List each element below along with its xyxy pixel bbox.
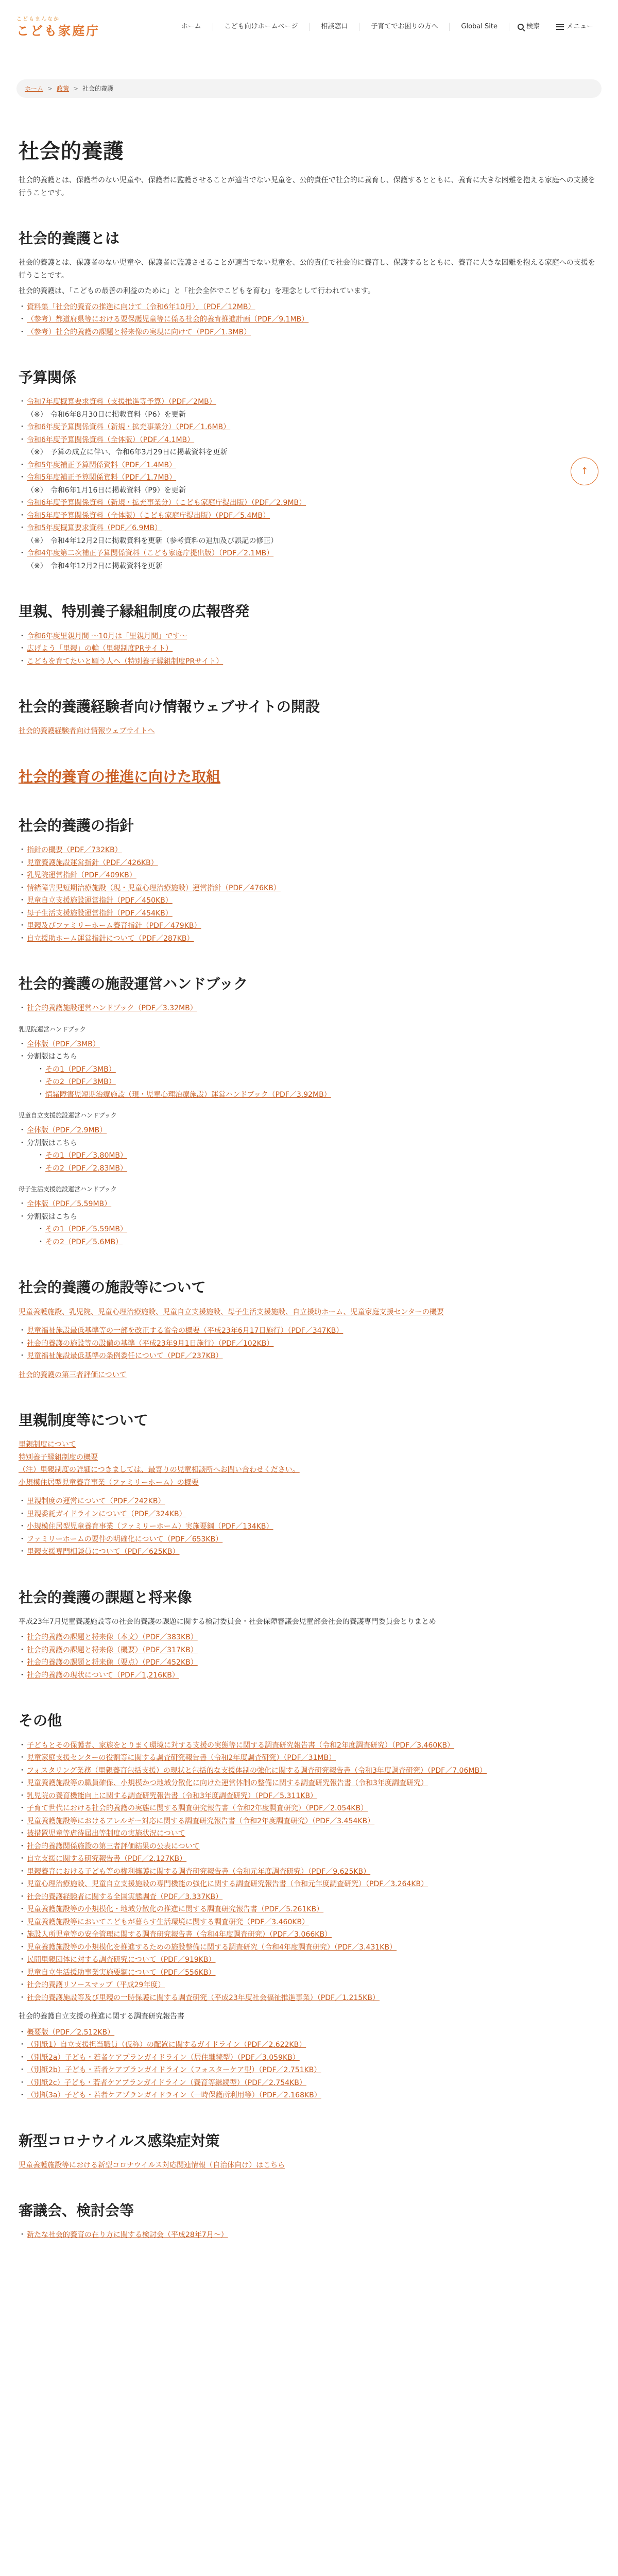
other-link[interactable]: 里親養育における子ども等の権利擁護に関する調査研究報告書（令和元年度調査研究）（PDF／9.625KB） [27,1867,371,1876]
logo-title: こども家庭庁 [16,24,100,39]
section-heading-about: 社会的養護とは [19,230,120,247]
other-link[interactable]: 児童養護施設等の職員確保、小規模かつ地域分散化に向けた運営体制の整備に関する調査研究報告書（令和3年度調査研究） [27,1779,428,1788]
list-item [19,1137,599,1175]
handbook-part-link[interactable]: その1（PDF／3MB） [45,1065,116,1074]
budget-note [19,409,599,421]
other-link[interactable]: 子どもとその保護者、家族をとりまく環境に対する支援の実態等に関する調査研究報告書（令和2年度調査研究）（PDF／3.460KB） [27,1741,455,1750]
other-link[interactable]: 児童養護施設等においてこどもが暮らす生活環境に関する調査研究（PDF／3.460KB） [27,1918,310,1926]
budget-note-text: 予算の成立に伴い、令和6年3月29日に掲載資料を更新 [50,448,228,457]
survey-list [19,2026,599,2102]
nav-kids[interactable]: こども向けホームページ [213,23,310,31]
budget-note-text: 令和6年8月30日に掲載資料（P6）を更新 [50,410,186,419]
other-link[interactable]: 社会的養護施設等及び里親の一時保護に関する調査研究（平成23年度社会福祉推進事業）（PDF／1.215KB） [27,1993,380,2002]
breadcrumb-current: 社会的養護 [82,84,114,92]
list-item [19,907,599,920]
nav-home[interactable]: ホーム [170,23,213,31]
handbook-split-label: 分割版はこちら [27,1212,77,1221]
list-item [19,434,599,447]
survey-intro: 社会的養護自立支援の推進に関する調査研究報告書 [19,2012,184,2021]
list-item [19,396,599,409]
future-link[interactable]: 社会的養護の現状について（PDF／1,216KB） [27,1671,179,1680]
list-item [19,933,599,945]
list-item [19,2026,599,2039]
foster-system-link[interactable]: 小規模住居型児童養育事業（ファミリーホーム）実施要綱（PDF／134KB） [27,1522,273,1531]
search-button[interactable] [509,21,548,33]
back-to-top-button[interactable]: ↑ [571,457,598,485]
list-item [19,1840,599,1853]
list-item [19,313,599,326]
list-item [37,1162,599,1175]
section-heading-budget: 予算関係 [19,369,77,386]
guideline-link[interactable]: 児童養護施設運営指針（PDF／426KB） [27,858,158,867]
note-mark: （※） [27,410,47,419]
section-heading-website: 社会的養護経験者向け情報ウェブサイトの開設 [19,698,320,716]
budget-link[interactable]: 令和5年度補正予算関係資料（PDF／1.4MB） [27,461,177,469]
list-item [19,1546,599,1558]
foster-system-link[interactable]: ファミリーホームの要件の明確化について（PDF／653KB） [27,1535,223,1544]
breadcrumb-home[interactable]: ホーム [25,84,44,92]
list-item [19,497,599,510]
list-item [37,1089,599,1101]
list-item [19,1669,599,1682]
list-item [19,1928,599,1941]
section-heading-guidelines: 社会的養護の指針 [19,817,134,834]
foster-system-list [19,1495,599,1558]
other-link[interactable]: 児童養護施設等の小規模化・地域分散化の推進に関する調査研究報告書（PDF／5.261KB） [27,1905,324,1914]
foster-pr-links [19,630,599,668]
budget-note-text: 令和6年1月16日に掲載資料（P9）を更新 [50,486,186,495]
council-list [19,2229,599,2242]
survey-link[interactable]: （別紙1）自立支援担当職員（仮称）の配置に関するガイドライン（PDF／2.622KB） [27,2041,306,2049]
list-item [19,471,599,484]
about-links [19,301,599,339]
section-heading-handbook: 社会的養護の施設運営ハンドブック [19,975,248,993]
handbook-all-link[interactable]: 全体版（PDF／3MB） [27,1040,100,1048]
budget-link[interactable]: 令和5年度補正予算関係資料（PDF／1.7MB） [27,473,177,482]
list-item [19,1967,599,1979]
other-link[interactable]: 社会的養護関係施設の第三者評価結果の公表について [27,1842,200,1851]
list-item [19,1656,599,1669]
handbook-parts [27,1063,599,1101]
other-link[interactable]: 児童養護施設等の小規模化を推進するための施設整備に関する調査研究（令和4年度調査研究）（PDF／3.431KB） [27,1943,397,1952]
list-item [19,2229,599,2242]
section-heading-council: 審議会、検討会等 [19,2202,134,2219]
note-mark: （※） [27,562,47,570]
list-item [19,1752,599,1765]
budget-note-text: 令和4年12月2日に掲載資料を更新（参考資料の追加及び誤記の修正） [50,536,278,545]
other-link[interactable]: フォスタリング業務（里親養育包括支援）の現状と包括的な支援体制の強化に関する調査研究報告書（令和3年度調査研究）（PDF／7.06MB） [27,1766,487,1775]
nav-global[interactable]: Global Site [450,23,509,31]
list-item [19,1979,599,1992]
handbook-parts [27,1223,599,1248]
budget-note [19,535,599,548]
list-item [19,869,599,882]
future-list [19,1631,599,1682]
future-link[interactable]: 社会的養護の課題と将来像（要点）（PDF／452KB） [27,1658,198,1667]
handbook-part-link[interactable]: その2（PDF／3MB） [45,1078,116,1087]
about-paragraph: 社会的養護とは、保護者のない児童や、保護者に監護させることが適当でない児童を、公的責任で社会的に養育し、保護するとともに、養育に大きな困難を抱える家庭への支援を行うことです。 [19,259,595,280]
section-heading-covid: 新型コロナウイルス感染症対策 [19,2132,220,2149]
handbook-part-link[interactable]: 情緒障害児短期治療施設（現・児童心理治療施設）運営ハンドブック（PDF／3.92MB） [45,1090,331,1099]
foster-system-link[interactable]: 里親支援専門相談員について（PDF／625KB） [27,1548,180,1556]
foster-system-link[interactable]: 里親制度の運営について（PDF／242KB） [27,1497,165,1506]
list-item [19,2052,599,2064]
foster-pr-link[interactable]: 広げよう「里親」の輪（里親制度PRサイト） [27,645,173,653]
list-item [19,1002,599,1015]
list-item [19,1802,599,1815]
survey-link[interactable]: （別紙2a）子ども・若者ケアプランガイドライン（居住継続型）（PDF／3.059KB） [27,2053,300,2062]
list-item [19,1038,599,1051]
about-link[interactable]: （参考）社会的養護の課題と将来像の実現に向けて（PDF／1.3MB） [27,328,251,336]
breadcrumb-policy[interactable]: 政策 [57,84,70,92]
council-link[interactable]: 新たな社会的養育の在り方に関する検討会（平成28年7月～） [27,2231,228,2240]
search-icon [518,24,524,30]
budget-link[interactable]: 令和5年度概算要求資料（PDF／6.9MB） [27,524,162,533]
list-item [37,1063,599,1076]
other-link[interactable]: 児童自立生活援助事業実施要綱について（PDF／556KB） [27,1968,216,1977]
survey-link[interactable]: （別紙2c）子ども・若者ケアプランガイドライン（養育等継続型）（PDF／2.754KB） [27,2078,306,2087]
handbook-group-list [19,1124,599,1175]
list-item [19,547,599,560]
page-title: 社会的養護 [19,140,124,163]
guideline-link[interactable]: 児童自立支援施設運営指針（PDF／450KB） [27,896,173,905]
foster-system-top-link[interactable]: （注）里親制度の詳細につきましては、最寄りの児童相談所へお問い合わせください。 [19,1466,300,1475]
guideline-link[interactable]: 乳児院運営指針（PDF／409KB） [27,871,136,880]
list-item [19,1777,599,1790]
foster-system-top-link[interactable]: 特別養子縁組制度の概要 [19,1453,98,1462]
menu-icon [556,24,564,30]
about-link[interactable]: 資料集「社会的養育の推進に向けて（令和6年10月）」（PDF／12MB） [27,302,255,311]
list-item [19,1508,599,1521]
future-link[interactable]: 社会的養護の課題と将来像（概要）（PDF／317KB） [27,1646,198,1654]
guideline-link[interactable]: 母子生活支援施設運営指針（PDF／454KB） [27,909,173,918]
section-heading-facilities: 社会的養護の施設等について [19,1279,206,1296]
guideline-link[interactable]: 自立援助ホーム運営指針について（PDF／287KB） [27,934,194,943]
handbook-group-label: 乳児院運営ハンドブック [19,1025,86,1033]
list-item [19,1050,599,1101]
other-link[interactable]: 自立支援に関する研究報告書（PDF／2.127KB） [27,1855,187,1863]
handbook-split-label: 分割版はこちら [27,1053,77,1061]
future-link[interactable]: 社会的養護の課題と将来像（本文）（PDF／383KB） [27,1633,198,1642]
search-label: 検索 [526,22,540,30]
list-item [19,1533,599,1546]
budget-note [19,484,599,497]
nav-parenting[interactable]: 子育てでお困りの方へ [359,23,450,31]
list-item [19,1124,599,1137]
foster-pr-link[interactable]: 令和6年度里親月間 ～10月は「里親月間」です～ [27,632,187,640]
section-heading-promotion[interactable]: 社会的養育の推進に向けた取組 [19,768,221,785]
handbook-split-label: 分割版はこちら [27,1139,77,1147]
section-heading-other: その他 [19,1712,62,1730]
handbook-all-link[interactable]: 全体版（PDF／2.9MB） [27,1126,107,1135]
other-link[interactable]: 施設入所児童等の安全管理に関する調査研究報告書（令和4年度調査研究）（PDF／3.066KB） [27,1930,332,1939]
about-paragraph: 社会的養護は、「こどもの最善の利益のために」と「社会全体でこどもを育む」を理念として行われています。 [19,287,375,296]
other-link[interactable]: 乳児院の養育機能向上に関する調査研究報告書（令和3年度調査研究）（PDF／5.311KB） [27,1791,318,1800]
list-item [19,1941,599,1954]
other-link[interactable]: 社会的養護経験者に関する全国実態調査（PDF／3.337KB） [27,1892,223,1901]
list-item [19,894,599,907]
handbook-main [19,1002,599,1015]
budget-link[interactable]: 令和5年度予算関係資料（全体版）（こども家庭庁提出版）（PDF／5.4MB） [27,511,270,520]
list-item [19,1827,599,1840]
list-item [19,1878,599,1891]
list-item [19,2089,599,2102]
section-heading-future: 社会的養護の課題と将来像 [19,1588,192,1606]
list-item [19,1790,599,1803]
list-item [19,1815,599,1828]
list-item [37,1076,599,1089]
list-item [37,1236,599,1249]
budget-note-text: 令和4年12月2日に掲載資料を更新 [50,562,163,570]
list-item [19,1891,599,1904]
list-item [19,1495,599,1508]
future-intro: 平成23年7月児童養護施設等の社会的養護の課題に関する検討委員会・社会保障審議会児童部会社会的養護専門委員会とりまとめ [19,1617,436,1626]
list-item [19,1644,599,1657]
list-item [19,1903,599,1916]
handbook-part-link[interactable]: その2（PDF／2.83MB） [45,1164,128,1173]
list-item [19,920,599,933]
handbook-parts [27,1149,599,1175]
other-link[interactable]: 児童心理治療施設、児童自立支援施設の専門機能の強化に関する調査研究報告書（令和元年度調査研究）（PDF／3.264KB） [27,1880,428,1889]
guideline-link[interactable]: 情緒障害児短期治療施設（現・児童心理治療施設）運営指針（PDF／476KB） [27,884,281,892]
handbook-group-label: 児童自立支援施設運営ハンドブック [19,1112,117,1120]
global-nav [170,21,602,33]
budget-link[interactable]: 令和7年度概算要求資料（支援推進等予算）（PDF／2MB） [27,398,216,406]
list-item [19,522,599,535]
list-item [19,857,599,870]
survey-link[interactable]: （別紙2b）子ども・若者ケアプランガイドライン（フォスターケア型）（PDF／2.751KB） [27,2066,321,2075]
survey-link[interactable]: （別紙3a）子ども・若者ケアプランガイドライン（一時保護所利用等）（PDF／2.168KB） [27,2091,321,2100]
list-item [19,301,599,314]
handbook-group-label: 母子生活支援施設運営ハンドブック [19,1185,117,1193]
foster-system-link[interactable]: 里親委託ガイドラインについて（PDF／324KB） [27,1510,186,1518]
budget-link[interactable]: 令和6年度予算関係資料（新規・拡充事業分）（こども家庭庁提出版）（PDF／2.9MB） [27,499,306,507]
site-logo[interactable] [16,15,100,39]
list-item [19,1337,599,1350]
list-item [19,1631,599,1644]
note-mark: （※） [27,448,47,457]
note-mark: （※） [27,486,47,495]
list-item [19,630,599,643]
facilities-intro-link[interactable]: 児童養護施設、乳児院、児童心理治療施設、児童自立支援施設、母子生活支援施設、自立援助ホーム、児童家庭支援センターの概要 [19,1308,444,1316]
covid-link[interactable]: 児童養護施設等における新型コロナウイルス対応関連情報（自治体向け）はこちら [19,2161,285,2170]
handbook-part-link[interactable]: その2（PDF／5.6MB） [45,1238,123,1246]
website-link[interactable]: 社会的養護経験者向け情報ウェブサイトへ [19,727,155,736]
breadcrumb [16,79,602,98]
handbook-groups [19,1024,599,1249]
list-item [19,1916,599,1929]
handbook-group-list [19,1198,599,1248]
menu-label: メニュー [566,22,593,30]
other-link[interactable]: 民間里親団体に対する調査研究について（PDF／919KB） [27,1956,216,1964]
budget-link[interactable]: 令和6年度予算関係資料（新規・拡充事業分）（PDF／1.6MB） [27,423,231,432]
list-item [19,1211,599,1249]
budget-note [19,560,599,573]
list-item [37,1149,599,1162]
foster-pr-link[interactable]: こどもを育てたいと願う人へ（特別養子縁組制度PRサイト） [27,657,224,666]
note-mark: （※） [27,536,47,545]
handbook-part-link[interactable]: その1（PDF／5.59MB） [45,1225,128,1234]
site-header [0,0,618,54]
lead-text: 社会的養護とは、保護者のない児童や、保護者に監護させることが適当でない児童を、公的責任で社会的に養育し、保護するとともに、養育に大きな困難を抱える家庭への支援を行うことです。 [19,176,595,197]
other-link[interactable]: 被措置児童等虐待届出等制度の実施状況について [27,1829,185,1838]
guideline-link[interactable]: 里親及びファミリーホーム養育指針（PDF／479KB） [27,922,201,930]
list-item [19,642,599,655]
list-item [19,326,599,339]
list-item [19,1853,599,1866]
list-item [19,1992,599,2005]
handbook-link[interactable]: 社会的養護施設運営ハンドブック（PDF／3.32MB） [27,1004,197,1013]
list-item [19,1739,599,1752]
list-item [19,459,599,472]
list-item [19,1198,599,1211]
survey-link[interactable]: 概要版（PDF／2.512KB） [27,2028,115,2037]
other-list [19,1739,599,2005]
list-item [19,2064,599,2077]
facility-link[interactable]: 社会的養護の施設等の設備の基準（平成23年9月1日施行）（PDF／102KB） [27,1339,274,1348]
other-link[interactable]: 児童養護施設等におけるアレルギー対応に関する調査研究報告書（令和2年度調査研究）（PDF／3.454KB） [27,1817,375,1825]
breadcrumb-separator: > [47,84,53,92]
list-item [19,655,599,668]
guideline-link[interactable]: 指針の概要（PDF／732KB） [27,846,122,855]
about-link[interactable]: （参考）都道府県等における要保護児童等に係る社会的養育推進計画（PDF／9.1MB） [27,315,309,324]
nav-consultation[interactable]: 相談窓口 [310,23,359,31]
facilities-list [19,1325,599,1363]
budget-list [19,396,599,572]
handbook-all-link[interactable]: 全体版（PDF／5.59MB） [27,1200,112,1209]
list-item [37,1223,599,1236]
handbook-group-list [19,1038,599,1101]
other-link[interactable]: 児童家庭支援センターの役割等に関する調査研究報告書（令和2年度調査研究）（PDF／31MB） [27,1754,336,1762]
list-item [19,2039,599,2052]
handbook-part-link[interactable]: その1（PDF／3.80MB） [45,1151,128,1160]
budget-link[interactable]: 令和6年度予算関係資料（全体版）（PDF／4.1MB） [27,435,195,444]
list-item [19,1350,599,1363]
main-content [0,138,618,2242]
menu-button[interactable] [548,21,602,33]
foster-system-top-link[interactable]: 里親制度について [19,1440,76,1449]
section-heading-foster-system: 里親制度等について [19,1412,148,1429]
list-item [19,1520,599,1533]
list-item [19,510,599,522]
list-item [19,2077,599,2090]
other-link[interactable]: 子育て世代における社会的養護の実態に関する調査研究報告書（令和2年度調査研究）（PDF／2.054KB） [27,1804,368,1813]
budget-note [19,446,599,459]
other-link[interactable]: 社会的養護リソースマップ（平成29年度） [27,1981,165,1990]
logo-subtitle: こどもまんなか [16,16,60,22]
third-party-link[interactable]: 社会的養護の第三者評価について [19,1370,127,1379]
breadcrumb-separator: > [73,84,79,92]
list-item [19,1954,599,1967]
list-item [19,421,599,434]
list-item [19,1325,599,1337]
foster-system-links [19,1438,599,1489]
list-item [19,1765,599,1777]
list-item [19,882,599,895]
list-item [19,1866,599,1878]
guidelines-list [19,844,599,945]
facility-link[interactable]: 児童福祉施設最低基準の条例委任について（PDF／237KB） [27,1352,223,1360]
list-item [19,844,599,857]
foster-system-top-link[interactable]: 小規模住居型児童養育事業（ファミリーホーム）の概要 [19,1478,199,1487]
facility-link[interactable]: 児童福祉施設最低基準等の一部を改正する省令の概要（平成23年6月17日施行）（PDF／347KB） [27,1327,344,1335]
section-heading-foster-pr: 里親、特別養子縁組制度の広報啓発 [19,603,250,620]
budget-link[interactable]: 令和4年度第二次補正予算関係資料（こども家庭庁提出版）（PDF／2.1MB） [27,549,274,558]
